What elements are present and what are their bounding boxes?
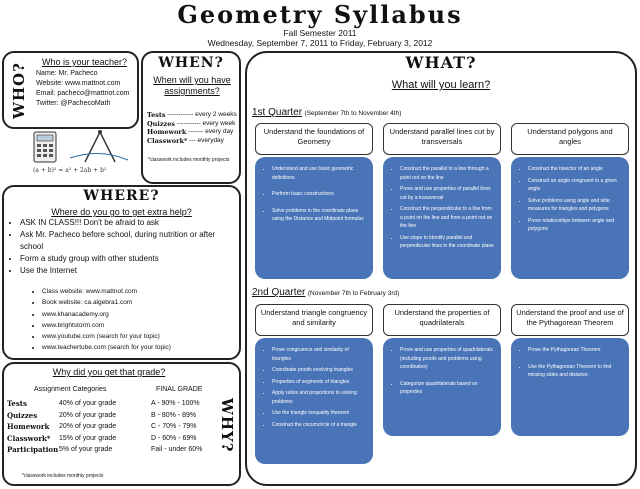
schedule-value: every 2 weeks [195,111,237,118]
resource-link[interactable]: • www.teachertube.com (search for your topic) [42,342,242,353]
why-panel [2,362,241,486]
objective-item: • Prove and use properties of quadrilaterals (including proofs and problems using coordinates) [400,346,495,372]
help-item: • Form a study group with other students [20,253,240,265]
teacher-info [36,69,129,109]
topic-card: Understand the proof and use of the Pythagorean Theorem [511,304,629,336]
resource-link[interactable]: • www.khanacademy.org [42,309,242,320]
grade-table [7,398,212,456]
objective-item: • Prove relationships between angle and polygons [528,217,623,234]
quarter-2-heading [252,286,399,300]
internet-resources [36,286,242,354]
schedule-value: every week [202,119,236,127]
grade-row [7,433,212,445]
help-item: • ASK IN CLASS!!! Don't be afraid to ask [20,217,240,229]
topic-card: Understand parallel lines cut by transversals [383,123,501,155]
quarter-label: 2nd Quarter [252,287,306,298]
quarter-1-heading [252,106,401,120]
topic-card: Understand the foundations of Geometry [255,123,373,155]
objectives-box [511,338,629,436]
category-weight: 5% of your grade [59,446,113,453]
topic-card: Understand triangle congruency and similarity [255,304,373,336]
when-panel [141,51,241,184]
grade-scale: B - 80% - 89% [151,411,197,419]
grade-row [7,410,212,422]
teacher-website: Website: www.mattnot.com [36,80,121,87]
objective-item: • Construct the parallel to a line through a point not on the line [400,165,495,182]
resource-link[interactable]: • www.youtube.com (search for your topic) [42,331,242,342]
who-panel [2,51,139,129]
grade-row [7,444,212,456]
schedule-label: Classwork* [147,136,188,145]
schedule-row: Homework ------- every day [147,128,234,136]
schedule-label: Quizzes [147,119,176,128]
when-note: *classwork includes monthly projects [148,157,230,163]
category-label: Tests [7,399,27,408]
date-range: Wednesday, September 7, 2011 to Friday, February 3, 2012 [207,38,433,48]
objectives-box [383,338,501,436]
grade-scale: C - 70% - 79% [151,423,197,430]
help-item: • Use the Internet [20,265,240,277]
category-label: Participation [7,445,59,454]
teacher-email: Email: pacheco@mattnot.com [36,90,130,97]
category-weight: 15% of your grade [59,434,117,442]
when-question: When will you have assignments? [153,75,231,96]
objective-item: • Coordinate proofs involving triangles [272,366,367,375]
where-panel [2,185,241,360]
svg-text:(a + b)² = a² + 2ab + b²: (a + b)² = a² + 2ab + b² [33,167,107,174]
objective-item: • Use slope to identify parallel and perpendicular lines in the coordinate plane [400,234,495,251]
assignment-schedule [147,111,239,145]
objectives-box [511,157,629,279]
objective-item: • Prove and use properties of parallel lines cut by a transversal [400,185,495,202]
objective-item: • Prove the Pythagorean Theorem [528,346,623,355]
help-list [10,217,240,277]
category-weight: 20% of your grade [59,411,117,419]
objectives-box [255,338,373,464]
where-heading: WHERE? [83,188,160,204]
quarter-label: 1st Quarter [252,107,303,118]
objective-item: • Prove congruence and similarity of triangles [272,346,367,363]
schedule-row: Quizzes ----------- every week [147,119,236,128]
objective-item: • Construct the perpendicular to a line from a point on the line and from a point not on the line [400,205,495,231]
objective-item: • Understand and use basic geometric definitions [272,165,367,182]
schedule-row: Tests ------------ every 2 weeks [147,111,237,119]
why-side-label: WHY? [218,398,236,453]
who-side-label: WHO? [10,62,28,119]
help-item: • Ask Mr. Pacheco before school, during nutrition or after school [20,229,240,253]
objective-item: • Construct an angle congruent to a given angle [528,177,623,194]
resource-link[interactable]: • Class website: www.mattnot.com [42,286,242,297]
objective-item: • Construct the circumcircle of a triangle [272,421,367,430]
objective-item: • Construct the bisector of an angle [528,165,623,174]
what-question: What will you learn? [391,79,491,91]
what-panel [245,51,637,486]
schedule-value: every day [205,128,234,135]
schedule-row: Classwork* --- everyday [147,136,224,145]
topic-card: Understand the properties of quadrilaterals [383,304,501,336]
category-label: Quizzes [7,410,38,420]
objectives-box [255,157,373,279]
when-heading: WHEN? [158,55,224,71]
page-title: Geometry Syllabus [177,0,463,29]
objective-item: • Use the Pythagorean Theorem to find missing sides and distance [528,363,623,380]
schedule-value: everyday [197,136,224,144]
objective-item: • Categorize quadrilaterals based on properties [400,380,495,397]
who-question: Who is your teacher? [41,57,128,67]
where-question: Where do you go to get extra help? [51,207,192,217]
teacher-name: Name: Mr. Pacheco [36,70,98,77]
objective-item: • Apply ratios and proportions to solving problems [272,389,367,406]
quarter-range: (September 7th to November 4th) [304,110,402,117]
resource-link[interactable]: • www.brightstorm.com [42,320,242,331]
category-weight: 20% of your grade [59,423,117,430]
semester-label: Fall Semester 2011 [283,28,357,38]
resource-link[interactable]: • Book website: ca.algebra1.com [42,297,242,308]
objective-item: • Properties of segments of triangles [272,378,367,387]
grade-row [7,421,212,433]
objective-item: • Use the triangle inequality theorem [272,409,367,418]
grade-scale: A - 90% - 100% [151,400,200,407]
teacher-twitter: Twitter: @PachecoMath [36,100,111,107]
quarter-range: (November 7th to February 3rd) [307,290,400,297]
objective-item: • Solve problems using angle and side measures for triangles and polygons [528,197,623,214]
what-heading: WHAT? [405,53,477,72]
category-weight: 40% of your grade [59,400,117,407]
schedule-label: Homework [147,128,187,136]
grade-scale: D - 60% - 69% [151,434,197,442]
category-label: Homework [7,422,50,431]
calculator-compass-illustration [30,128,135,176]
objective-item: • Solve problems in the coordinate plane using the Distance and Midpoint formulas [272,207,367,224]
schedule-label: Tests [147,111,166,119]
why-note: *classwork includes monthly projects [22,473,104,479]
category-label: Classwork* [7,433,51,443]
categories-heading: Assignment Categories [34,386,107,393]
grade-row [7,398,212,410]
objectives-box [383,157,501,279]
objective-item: • Perform basic constructions [272,190,367,199]
why-question: Why did you get that grade? [52,367,166,377]
grade-scale: Fail - under 60% [151,446,203,453]
final-grade-heading: FINAL GRADE [156,386,203,393]
topic-card: Understand polygons and angles [511,123,629,155]
